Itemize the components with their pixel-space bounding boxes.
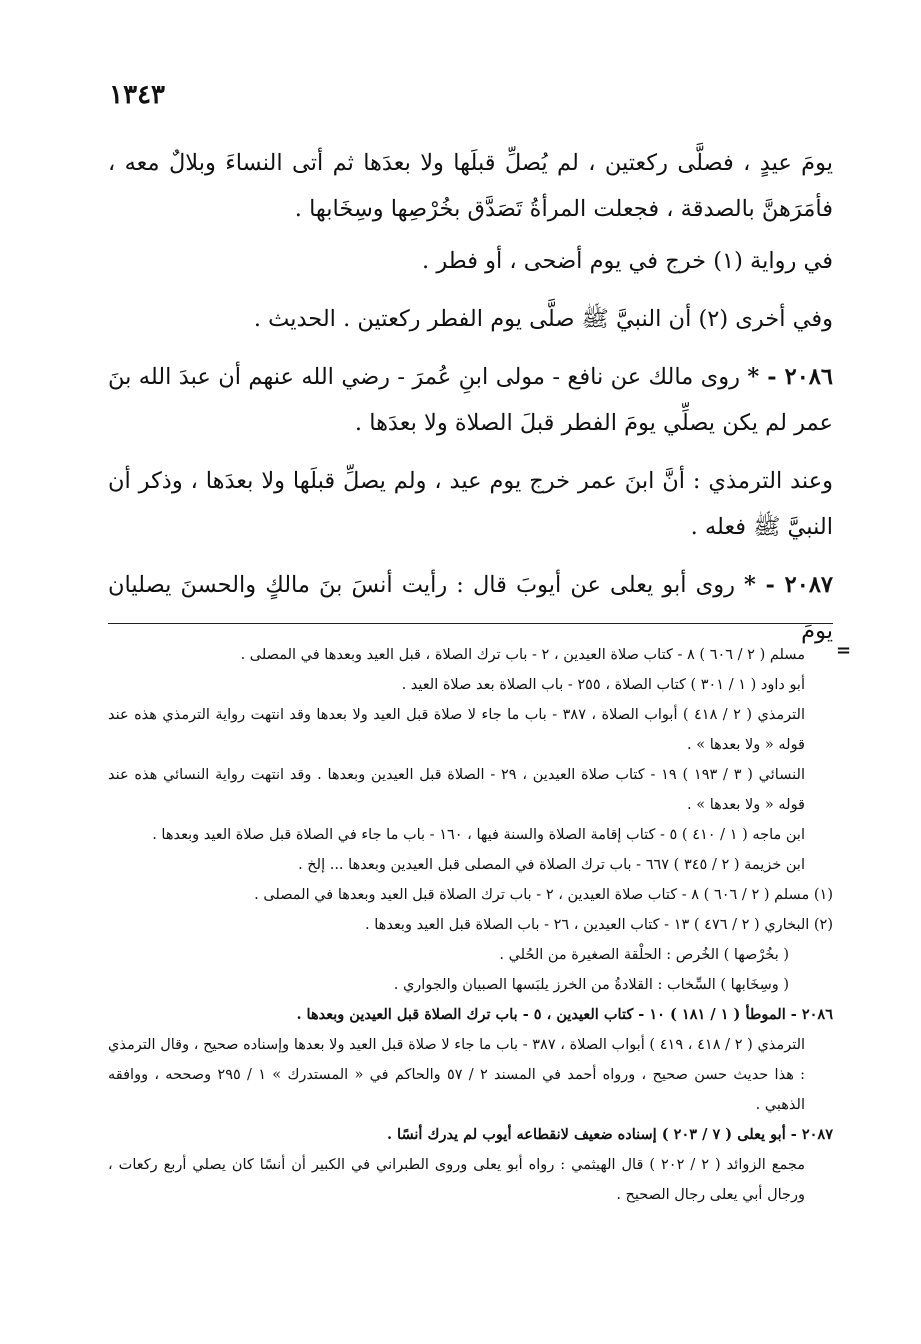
paragraph: في رواية (١) خرج في يوم أضحى ، أو فطر . [422,248,833,274]
takhrij-heading: ٢٠٨٧ - أبو يعلى ( ٧ / ٢٠٣ ) إسناده ضعيف لانقطاعه أيوب لم يدرك أنسًا . [386,1126,833,1143]
footnote-line: مسلم ( ٢ / ٦٠٦ ) ٨ - كتاب صلاة العيدين ، ٢ - باب ترك الصلاة ، قبل العيد وبعدها في المصلى . [240,647,805,663]
paragraph: يومَ عيدٍ ، فصلَّى ركعتين ، لم يُصلِّ قبلَها ولا بعدَها ثم أتى النساءَ وبلالٌ معه ، فأمَرَهنَّ بالصدقة ، فجعلت المرأةُ تَصَدَّق بخُرْصِها وسِخَابها . [108,150,833,222]
hadith-2087: ٢٠٨٧ - * روى أبو يعلى عن أيوبَ قال : رأيت أنسَ بنَ مالكٍ والحسنَ يصليان يومَ [108,572,833,644]
hadith-number: ٢٠٨٧ - * [744,572,833,598]
page-number: ١٣٤٣ [109,80,165,110]
paragraph: وعند الترمذي : أنَّ ابنَ عمر خرج يوم عيد ، ولم يصلِّ قبلَها ولا بعدَها ، وذكر أن النبيَّ ﷺ فعله . [108,468,833,540]
footnote-line: مجمع الزوائد ( ٢ / ٢٠٢ ) قال الهيثمي : رواه أبو يعلى وروى الطبراني في الكبير أن أنسًا كان يصلي أربع ركعات ، ورجال أبي يعلى رجال الصحيح . [108,1157,806,1203]
main-text [108,140,833,654]
paragraph: وفي أخرى (٢) أن النبيَّ ﷺ صلَّى يوم الفطر ركعتين . الحديث . [253,306,833,332]
footnote-line: ابن ماجه ( ١ / ٤١٠ ) ٥ - كتاب إقامة الصلاة والسنة فيها ، ١٦٠ - باب ما جاء في الصلاة قبل صلاة العيد وبعدها . [152,827,805,843]
footnote-line: (١) مسلم ( ٢ / ٦٠٦ ) ٨ - كتاب صلاة العيدين ، ٢ - باب ترك الصلاة قبل العيد وبعدها في المصلى . [254,887,833,903]
footnote-line: أبو داود ( ١ / ٣٠١ ) كتاب الصلاة ، ٢٥٥ - باب الصلاة بعد صلاة العيد . [401,677,805,693]
glossary-line: ( وسِخَابها ) السِّخاب : القلادةُ من الخرز يلبَسها الصبيان والجواري . [393,977,789,993]
footnote-line: (٢) البخاري ( ٢ / ٤٧٦ ) ١٣ - كتاب العيدين ، ٢٦ - باب الصلاة قبل العيد وبعدها . [365,917,833,933]
glossary-line: ( بخُرْصها ) الخُرص : الحلْقة الصغيرة من الحُلي . [499,947,789,963]
footnote-line: الترمذي ( ٢ / ٤١٨ ) أبواب الصلاة ، ٣٨٧ - باب ما جاء لا صلاة قبل العيد ولا بعدها وقد انتهت رواية الترمذي هذه عند قوله « ولا بعدها » . [108,707,805,753]
takhrij-heading: ٢٠٨٦ - الموطأ ( ١ / ١٨١ ) ١٠ - كتاب العيدين ، ٥ - باب ترك الصلاة قبل العيدين وبعدها . [296,1006,833,1023]
hadith-number: ٢٠٨٦ - * [747,364,833,390]
footnote-separator [108,623,833,624]
footnote-line: النسائي ( ٣ / ١٩٣ ) ١٩ - كتاب صلاة العيدين ، ٢٩ - الصلاة قبل العيدين وبعدها . وقد انتهت رواية النسائي هذه عند قوله « ولا بعدها » . [108,767,805,813]
footnotes [108,640,833,1210]
continuation-mark: = [836,640,852,661]
hadith-2086: ٢٠٨٦ - * روى مالك عن نافع - مولى ابنِ عُمرَ - رضي الله عنهم أن عبدَ الله بنَ عمر لم يكن يصلِّي يومَ الفطر قبلَ الصلاة ولا بعدَها . [108,364,833,436]
footnote-line: ابن خزيمة ( ٢ / ٣٤٥ ) ٦٦٧ - باب ترك الصلاة في المصلى قبل العيدين وبعدها ... إلخ . [298,857,805,873]
footnote-line: الترمذي ( ٢ / ٤١٨ ، ٤١٩ ) أبواب الصلاة ، ٣٨٧ - باب ما جاء لا صلاة قبل العيد ولا بعدها وإسناده صحيح ، وقال الترمذي : هذا حديث حسن صحيح ، ورواه أحمد في المسند ٢ / ٥٧ والحاكم في « المستدرك » ١ / ٢٩٥ وصححه ، ووافقه الذهبي . [108,1037,806,1113]
